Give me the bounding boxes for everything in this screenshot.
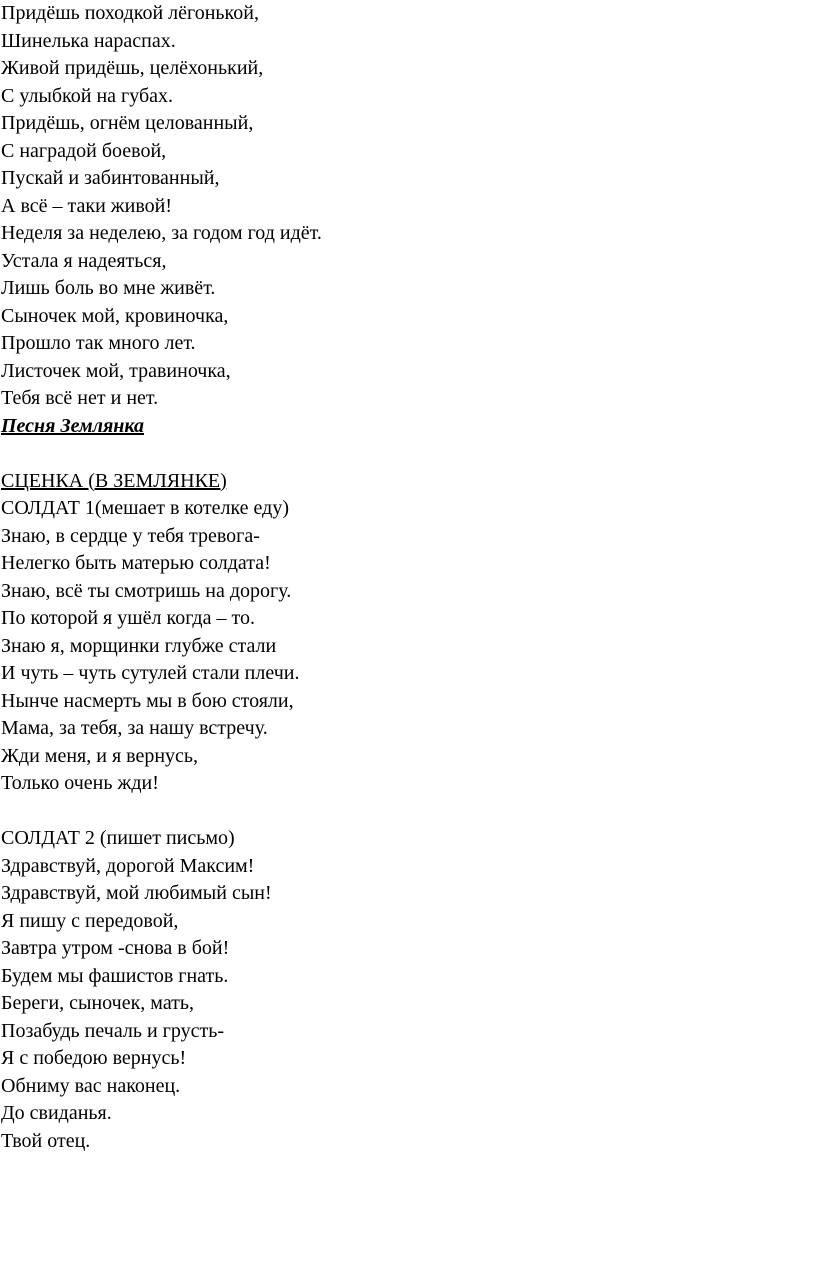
verse-line: Лишь боль во мне живёт.: [1, 277, 216, 299]
verse-line: Тебя всё нет и нет.: [1, 387, 159, 409]
soldier1-line: Нынче насмерть мы в бою стояли,: [1, 689, 294, 712]
soldier2-line: Здравствуй, мой любимый сын!: [1, 882, 272, 904]
soldier1-line: Знаю, всё ты смотришь на дорогу.: [1, 579, 292, 602]
soldier2-line: Завтра утром -снова в бой!: [1, 937, 230, 959]
soldier2-line: Я пишу с передовой,: [1, 909, 179, 932]
soldier2-section: [1, 825, 322, 1155]
soldier2-line: Позабудь печаль и грусть-: [1, 1019, 225, 1042]
verse-line: С наградой боевой,: [1, 139, 167, 162]
verse-line: С улыбкой на губах.: [1, 84, 174, 107]
verse-line: Пускай и забинтованный,: [1, 167, 220, 189]
verse-line: А всё – таки живой!: [1, 194, 172, 217]
soldier1-line: По которой я ушёл когда – то.: [1, 607, 255, 629]
soldier1-line: Знаю я, морщинки глубже стали: [1, 634, 277, 657]
verse-line: Устала я надеяться,: [1, 249, 167, 272]
soldier2-line: До свиданья.: [1, 1102, 112, 1124]
verse-line: Прошло так много лет.: [1, 332, 196, 354]
verse-line: Придёшь походкой лёгонькой,: [1, 2, 259, 24]
soldier1-line: Знаю, в сердце у тебя тревога-: [1, 524, 260, 547]
verse-line: Живой придёшь, целёхонький,: [1, 57, 264, 79]
soldier1-section: [1, 495, 322, 798]
blank-line: [1, 798, 322, 826]
scene-title: СЦЕНКА (В ЗЕМЛЯНКЕ): [1, 469, 227, 492]
soldier2-line: Будем мы фашистов гнать.: [1, 964, 229, 987]
blank-line: [1, 440, 322, 468]
soldier2-heading: СОЛДАТ 2 (пишет письмо): [1, 827, 235, 849]
document-text: [1, 0, 322, 1155]
soldier2-line: Я с победою вернусь!: [1, 1047, 187, 1069]
soldier2-line: Обниму вас наконец.: [1, 1074, 181, 1097]
song-title: Песня Землянка: [1, 414, 145, 437]
soldier2-line: Здравствуй, дорогой Максим!: [1, 854, 255, 877]
soldier1-line: И чуть – чуть сутулей стали плечи.: [1, 662, 300, 684]
soldier1-heading: СОЛДАТ 1(мешает в котелке еду): [1, 497, 290, 519]
verse-line: Сыночек мой, кровиночка,: [1, 304, 229, 327]
verse-line: Листочек мой, травиночка,: [1, 359, 231, 382]
verse-line: Придёшь, огнём целованный,: [1, 112, 254, 134]
soldier2-line: Твой отец.: [1, 1129, 91, 1152]
soldier1-line: Нелегко быть матерью солдата!: [1, 552, 271, 574]
soldier2-line: Береги, сыночек, мать,: [1, 992, 195, 1014]
soldier1-line: Жди меня, и я вернусь,: [1, 744, 199, 767]
soldier1-line: Только очень жди!: [1, 772, 159, 794]
verse-line: Шинелька нараспах.: [1, 29, 176, 52]
soldier1-line: Мама, за тебя, за нашу встречу.: [1, 717, 268, 739]
mother-verse: [1, 0, 322, 413]
verse-line: Неделя за неделею, за годом год идёт.: [1, 222, 322, 244]
